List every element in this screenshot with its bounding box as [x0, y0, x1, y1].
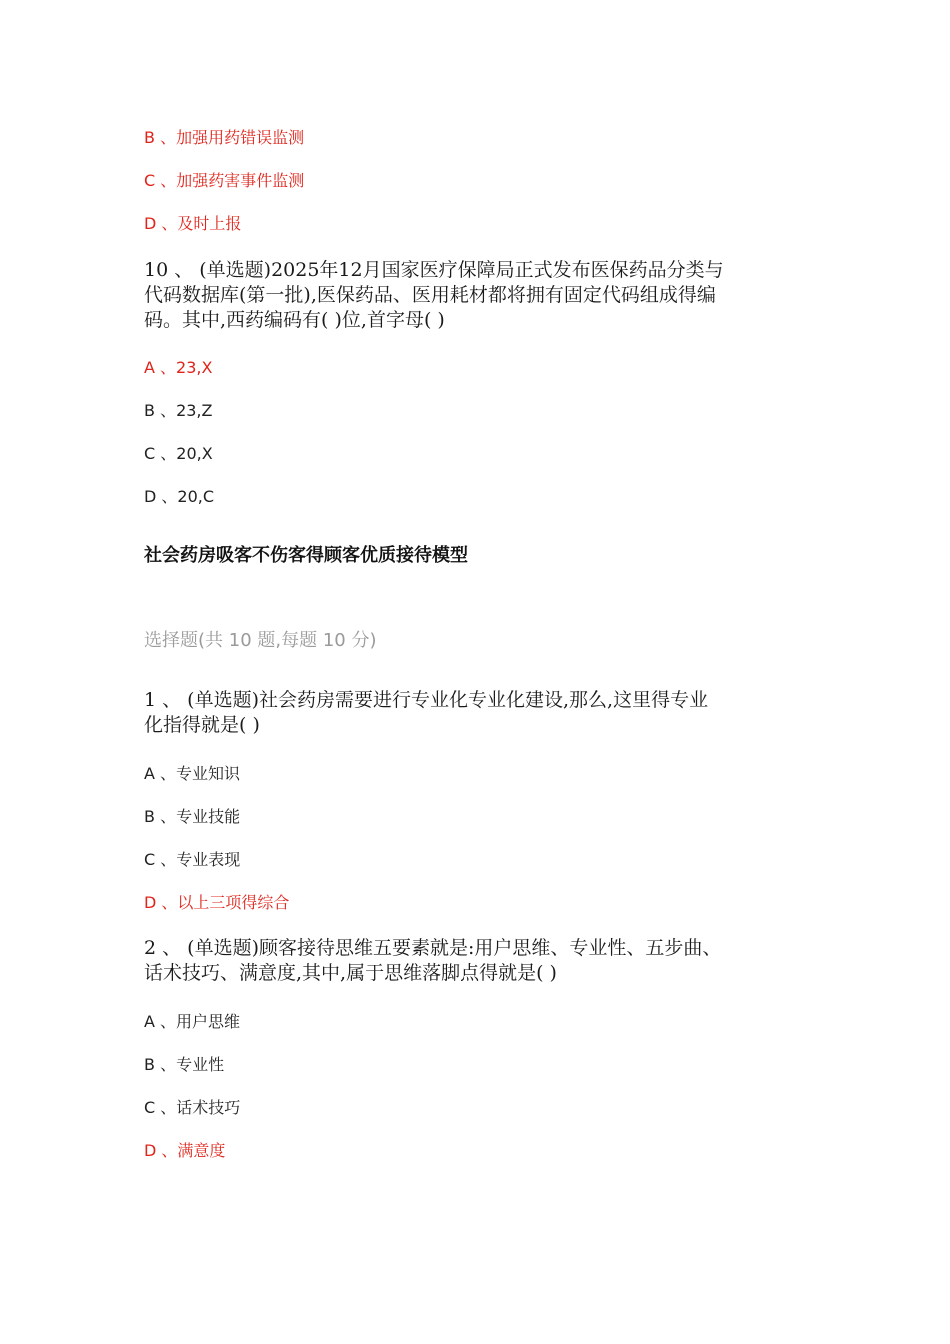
question-text-line: 化指得就是( ) — [144, 714, 260, 736]
answer-option-correct: A 、23,X — [144, 358, 213, 377]
answer-option: B 、专业技能 — [144, 807, 241, 826]
question-text-line: 代码数据库(第一批),医保药品、医用耗材都将拥有固定代码组成得编 — [144, 284, 716, 306]
question-1 — [144, 688, 824, 738]
answer-option-correct: B 、加强用药错误监测 — [144, 128, 305, 147]
question-text-line: 1 、 (单选题)社会药房需要进行专业化专业化建设,那么,这里得专业 — [144, 689, 709, 711]
question-10 — [144, 258, 824, 333]
question-2 — [144, 936, 824, 986]
answer-option: C 、专业表现 — [144, 850, 241, 869]
answer-option: B 、23,Z — [144, 401, 213, 420]
question-text-line: 码。其中,西药编码有( )位,首字母( ) — [144, 309, 445, 331]
answer-option-correct: D 、满意度 — [144, 1141, 226, 1160]
answer-option: C 、20,X — [144, 444, 213, 463]
answer-option: A 、专业知识 — [144, 764, 241, 783]
answer-option: D 、20,C — [144, 487, 215, 506]
answer-option: C 、话术技巧 — [144, 1098, 241, 1117]
section-subtitle: 选择题(共 10 题,每题 10 分) — [144, 630, 377, 651]
question-text-line: 话术技巧、满意度,其中,属于思维落脚点得就是( ) — [144, 962, 557, 984]
question-text-line: 2 、 (单选题)顾客接待思维五要素就是:用户思维、专业性、五步曲、 — [144, 937, 722, 959]
answer-option: B 、专业性 — [144, 1055, 225, 1074]
answer-option-correct: C 、加强药害事件监测 — [144, 171, 305, 190]
answer-option: A 、用户思维 — [144, 1012, 241, 1031]
answer-option-correct: D 、以上三项得综合 — [144, 893, 290, 912]
section-title: 社会药房吸客不伤客得顾客优质接待模型 — [144, 545, 468, 566]
answer-option-correct: D 、及时上报 — [144, 214, 242, 233]
question-text-line: 10 、 (单选题)2025年12月国家医疗保障局正式发布医保药品分类与 — [144, 259, 724, 281]
